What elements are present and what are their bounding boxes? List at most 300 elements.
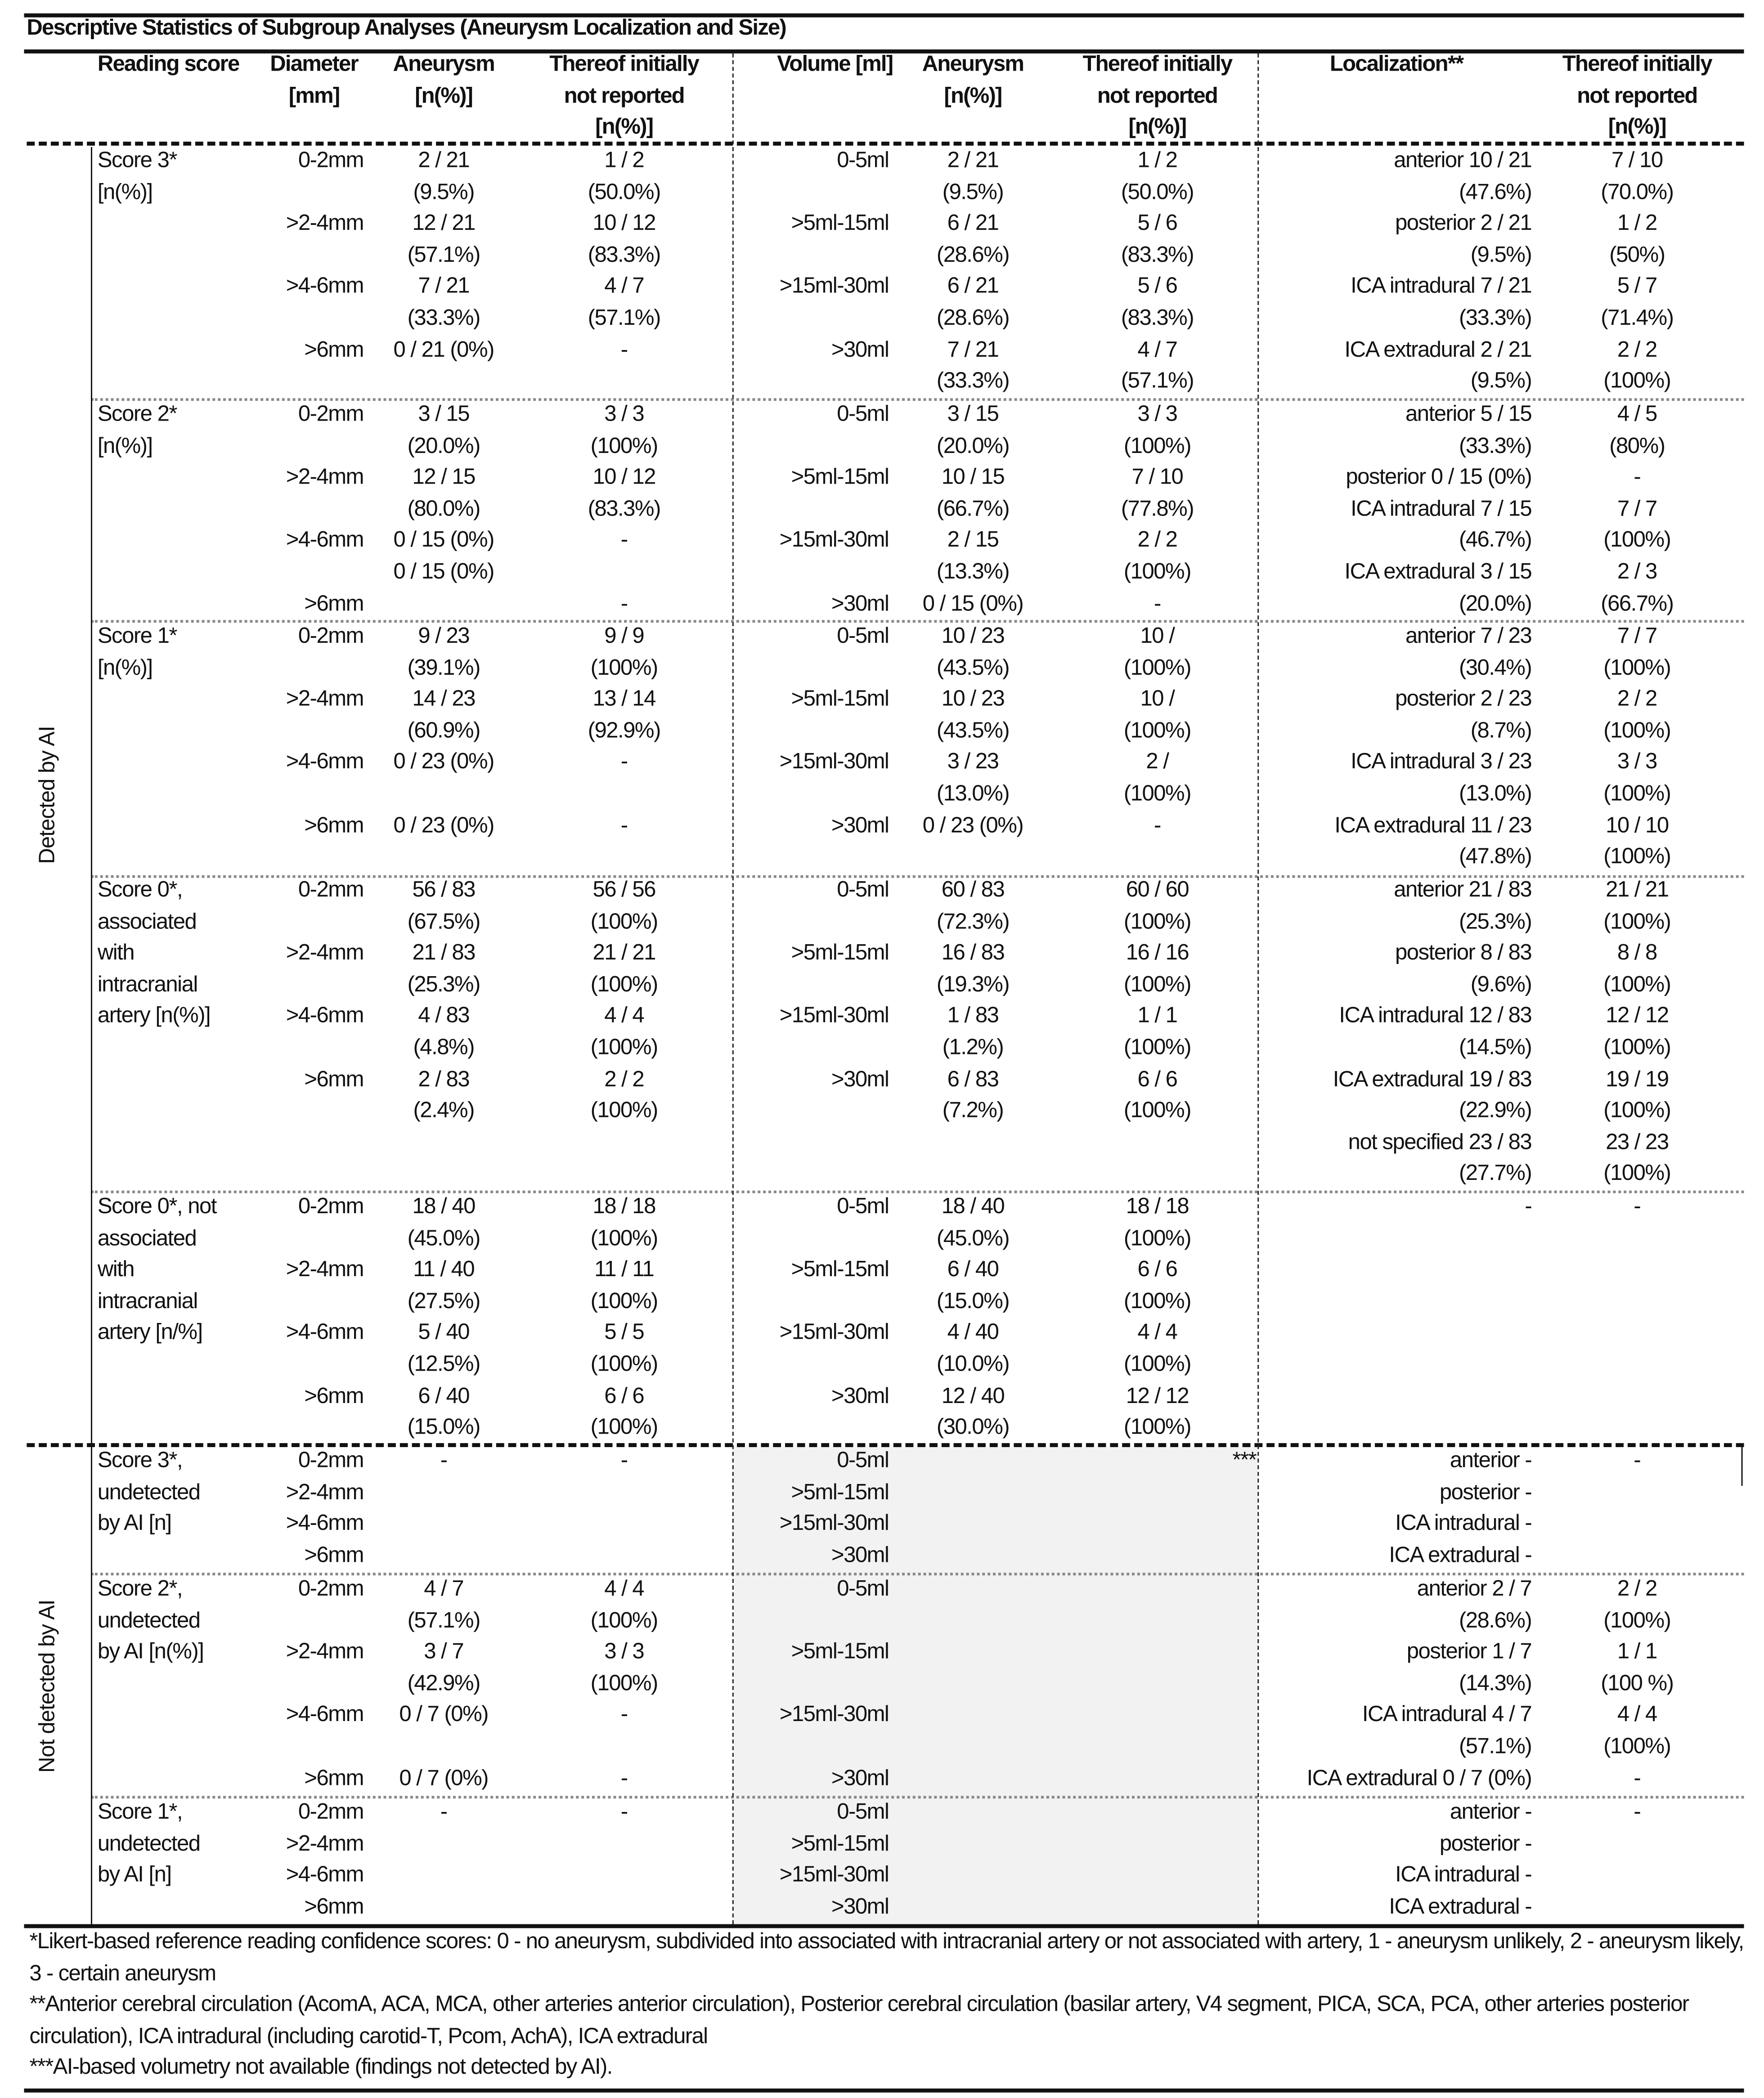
table-line (0, 970, 1764, 1001)
aneurysm-by-volume-cell: (20.0%) (936, 434, 1010, 458)
header-aneurysm-diameter: Aneurysm [n(%)] (393, 52, 494, 108)
aneurysm-by-diameter-cell: 5 / 40 (418, 1320, 470, 1345)
table-line (0, 1318, 1764, 1349)
localization-cell: ICA intradural 4 / 7 (1362, 1703, 1532, 1727)
localization-cell: ICA intradural - (1395, 1511, 1532, 1536)
not-reported-by-volume-cell: (100%) (1123, 718, 1191, 743)
table-line (0, 1446, 1764, 1477)
table-line (0, 779, 1764, 811)
table-line (0, 1064, 1764, 1096)
not-reported-by-localization-cell: 4 / 4 (1617, 1703, 1657, 1727)
diameter-cell: >6mm (304, 1766, 364, 1790)
localization-cell: anterior 21 / 83 (1394, 878, 1532, 902)
not-reported-by-localization-cell: 3 / 3 (1617, 750, 1657, 775)
not-reported-by-localization-cell: 8 / 8 (1617, 941, 1657, 965)
volume-cell: 0-5ml (837, 624, 889, 648)
diameter-cell: >4-6mm (286, 1703, 364, 1727)
not-reported-by-diameter-cell: (83.3%) (588, 497, 660, 521)
aneurysm-by-diameter-cell: 56 / 83 (412, 878, 475, 902)
table-line (0, 875, 1764, 907)
table-line (0, 177, 1764, 209)
volume-cell: >5ml-15ml (791, 1831, 889, 1856)
table-line (0, 1477, 1764, 1509)
table-line (0, 240, 1764, 272)
not-reported-by-diameter-cell: - (620, 1766, 628, 1790)
volumetry-note-marker: *** (1232, 1448, 1257, 1473)
localization-cell: not specified 23 / 83 (1348, 1130, 1532, 1154)
table-line (0, 526, 1764, 557)
not-reported-by-volume-cell: - (1154, 813, 1161, 838)
reading-score-cell: Score 3*, (97, 1448, 183, 1473)
not-reported-by-diameter-cell: - (620, 1703, 628, 1727)
not-reported-by-diameter-cell: (50.0%) (588, 179, 660, 204)
volume-cell: >30ml (831, 591, 889, 616)
not-reported-by-localization-cell: (71.4%) (1601, 306, 1674, 330)
not-reported-by-localization-cell: (100%) (1603, 1036, 1671, 1060)
aneurysm-by-diameter-cell: (39.1%) (407, 655, 480, 680)
table-line (0, 842, 1764, 874)
aneurysm-by-volume-cell: (19.3%) (936, 972, 1010, 997)
aneurysm-by-diameter-cell: 4 / 7 (424, 1577, 464, 1601)
table-line (0, 335, 1764, 366)
table-line (0, 366, 1764, 398)
table-line (0, 146, 1764, 177)
aneurysm-by-volume-cell: (30.0%) (936, 1415, 1010, 1439)
volume-cell: >30ml (831, 1894, 889, 1919)
aneurysm-by-volume-cell: (1.2%) (942, 1036, 1004, 1060)
not-reported-by-localization-cell: (100 %) (1601, 1671, 1674, 1695)
aneurysm-by-volume-cell: 10 / 15 (941, 465, 1005, 489)
table-line (0, 1001, 1764, 1033)
localization-cell: (14.5%) (1459, 1036, 1532, 1060)
not-reported-by-diameter-cell: (100%) (590, 655, 658, 680)
reading-score-cell: artery [n/%] (97, 1320, 202, 1345)
table-line (0, 907, 1764, 938)
localization-cell: (22.9%) (1459, 1098, 1532, 1123)
volume-cell: >15ml-30ml (779, 274, 889, 299)
not-reported-by-localization-cell: (100%) (1603, 655, 1671, 680)
aneurysm-by-diameter-cell: - (440, 1800, 447, 1824)
aneurysm-by-volume-cell: 6 / 21 (947, 274, 999, 299)
aneurysm-by-volume-cell: 6 / 21 (947, 211, 999, 236)
localization-cell: ICA extradural - (1389, 1543, 1532, 1567)
aneurysm-by-diameter-cell: 0 / 21 (0%) (393, 337, 494, 362)
table-line (0, 1412, 1764, 1444)
diameter-cell: 0-2mm (298, 402, 364, 426)
not-reported-by-volume-cell: 16 / 16 (1126, 941, 1189, 965)
localization-cell: (46.7%) (1459, 528, 1532, 552)
table-line (0, 1096, 1764, 1127)
table-line (0, 653, 1764, 684)
volume-cell: >15ml-30ml (779, 528, 889, 552)
not-reported-by-diameter-cell: 21 / 21 (592, 941, 655, 965)
diameter-cell: >4-6mm (286, 1004, 364, 1028)
aneurysm-by-diameter-cell: (80.0%) (407, 497, 480, 521)
not-reported-by-localization-cell: 12 / 12 (1606, 1004, 1669, 1028)
not-reported-by-volume-cell: (57.1%) (1121, 369, 1194, 393)
not-reported-by-volume-cell: 5 / 6 (1137, 211, 1177, 236)
not-reported-by-localization-cell: 1 / 2 (1617, 211, 1657, 236)
aneurysm-by-diameter-cell: - (440, 1448, 447, 1473)
not-reported-by-volume-cell: 6 / 6 (1137, 1257, 1177, 1282)
aneurysm-by-diameter-cell: (2.4%) (413, 1098, 474, 1123)
not-reported-by-diameter-cell: 56 / 56 (592, 878, 655, 902)
table-line (0, 1381, 1764, 1412)
not-reported-by-volume-cell: 3 / 3 (1137, 402, 1177, 426)
header-localization: Localization** (1329, 52, 1463, 76)
table-line (0, 1574, 1764, 1605)
volume-cell: >15ml-30ml (779, 1004, 889, 1028)
not-reported-by-diameter-cell: 3 / 3 (604, 1640, 644, 1664)
not-reported-by-diameter-cell: (100%) (590, 1671, 658, 1695)
aneurysm-by-diameter-cell: 6 / 40 (418, 1384, 470, 1408)
table-line (0, 1540, 1764, 1572)
table-line (0, 621, 1764, 653)
not-reported-by-localization-cell: - (1634, 1800, 1641, 1824)
not-reported-by-volume-cell: (100%) (1123, 781, 1191, 806)
diameter-cell: >4-6mm (286, 1511, 364, 1536)
aneurysm-by-diameter-cell: 0 / 23 (0%) (393, 750, 494, 775)
diameter-cell: >6mm (304, 1894, 364, 1919)
aneurysm-by-volume-cell: (28.6%) (936, 306, 1010, 330)
table-line (0, 1349, 1764, 1381)
volume-cell: >15ml-30ml (779, 1703, 889, 1727)
not-reported-by-diameter-cell: (100%) (590, 1608, 658, 1632)
footer-bottom-rule (24, 2089, 1744, 2093)
volume-cell: 0-5ml (837, 1194, 889, 1219)
localization-cell: ICA extradural 19 / 83 (1333, 1067, 1532, 1091)
localization-cell: posterior 2 / 21 (1395, 211, 1532, 236)
aneurysm-by-volume-cell: (13.0%) (936, 781, 1010, 806)
not-reported-by-volume-cell: 60 / 60 (1126, 878, 1189, 902)
localization-cell: posterior 8 / 83 (1395, 941, 1532, 965)
diameter-cell: 0-2mm (298, 1448, 364, 1473)
aneurysm-by-volume-cell: 2 / 15 (947, 528, 999, 552)
volume-cell: 0-5ml (837, 1577, 889, 1601)
localization-cell: (33.3%) (1459, 434, 1532, 458)
volume-cell: 0-5ml (837, 148, 889, 173)
not-reported-by-volume-cell: 4 / 7 (1137, 337, 1177, 362)
not-reported-by-volume-cell: (100%) (1123, 1036, 1191, 1060)
aneurysm-by-diameter-cell: (57.1%) (407, 1608, 480, 1632)
diameter-cell: >2-4mm (286, 465, 364, 489)
not-reported-by-localization-cell: (100%) (1603, 1608, 1671, 1632)
aneurysm-by-diameter-cell: 21 / 83 (412, 941, 475, 965)
header-thereof-volume: Thereof initially not reported [n(%)] (1082, 52, 1232, 139)
localization-cell: (13.0%) (1459, 781, 1532, 806)
not-reported-by-volume-cell: 10 / (1140, 624, 1175, 648)
localization-cell: anterior 2 / 7 (1417, 1577, 1532, 1601)
reading-score-cell: by AI [n] (97, 1863, 171, 1887)
aneurysm-by-volume-cell: 18 / 40 (941, 1194, 1005, 1219)
volume-cell: 0-5ml (837, 1800, 889, 1824)
localization-cell: anterior 7 / 23 (1405, 624, 1532, 648)
not-reported-by-volume-cell: (100%) (1123, 1289, 1191, 1313)
table-line (0, 1033, 1764, 1064)
aneurysm-by-diameter-cell: (20.0%) (407, 434, 480, 458)
not-reported-by-diameter-cell: 10 / 12 (592, 211, 655, 236)
group-label-not-detected: Not detected by AI (35, 1599, 60, 1772)
volume-cell: >15ml-30ml (779, 1863, 889, 1887)
aneurysm-by-volume-cell: (33.3%) (936, 369, 1010, 393)
aneurysm-by-volume-cell: 6 / 40 (947, 1257, 999, 1282)
not-reported-by-localization-cell: (100%) (1603, 844, 1671, 869)
not-reported-by-diameter-cell: 18 / 18 (592, 1194, 655, 1219)
not-reported-by-diameter-cell: (83.3%) (588, 242, 660, 267)
aneurysm-by-diameter-cell: 14 / 23 (412, 687, 475, 711)
volume-cell: >30ml (831, 1766, 889, 1790)
not-reported-by-diameter-cell: (100%) (590, 1098, 658, 1123)
not-reported-by-localization-cell: (100%) (1603, 1098, 1671, 1123)
aneurysm-by-volume-cell: 12 / 40 (941, 1384, 1005, 1408)
localization-cell: ICA intradural 3 / 23 (1351, 750, 1532, 775)
not-reported-by-localization-cell: 2 / 2 (1617, 1577, 1657, 1601)
diameter-cell: >6mm (304, 813, 364, 838)
aneurysm-by-diameter-cell: 2 / 83 (418, 1067, 470, 1091)
reading-score-cell: undetected (97, 1480, 200, 1504)
table-line (0, 399, 1764, 431)
not-reported-by-localization-cell: - (1634, 465, 1641, 489)
aneurysm-by-diameter-cell: 0 / 15 (0%) (393, 528, 494, 552)
not-reported-by-localization-cell: 4 / 5 (1617, 402, 1657, 426)
aneurysm-by-diameter-cell: 0 / 7 (0%) (399, 1766, 489, 1790)
reading-score-cell: Score 3* (97, 148, 177, 173)
not-reported-by-volume-cell: 7 / 10 (1131, 465, 1183, 489)
aneurysm-by-volume-cell: 7 / 21 (947, 337, 999, 362)
not-reported-by-volume-cell: (100%) (1123, 1352, 1191, 1376)
not-reported-by-localization-cell: - (1634, 1448, 1641, 1473)
not-reported-by-localization-cell: (100%) (1603, 1161, 1671, 1186)
not-reported-by-diameter-cell: 4 / 4 (604, 1004, 644, 1028)
not-reported-by-diameter-cell: 11 / 11 (594, 1257, 654, 1282)
not-reported-by-diameter-cell: - (620, 591, 628, 616)
aneurysm-by-diameter-cell: (9.5%) (413, 179, 474, 204)
volume-cell: >15ml-30ml (779, 1320, 889, 1345)
not-reported-by-volume-cell: (100%) (1123, 972, 1191, 997)
table-line (0, 1605, 1764, 1637)
diameter-cell: 0-2mm (298, 1577, 364, 1601)
table-line (0, 1669, 1764, 1700)
volume-cell: >5ml-15ml (791, 1480, 889, 1504)
aneurysm-by-volume-cell: 16 / 83 (941, 941, 1005, 965)
aneurysm-by-diameter-cell: (57.1%) (407, 242, 480, 267)
localization-cell: ICA intradural 12 / 83 (1339, 1004, 1532, 1028)
not-reported-by-localization-cell: 2 / 2 (1617, 687, 1657, 711)
aneurysm-by-volume-cell: 0 / 15 (0%) (922, 591, 1023, 616)
table-line (0, 1860, 1764, 1892)
aneurysm-by-volume-cell: 3 / 15 (947, 402, 999, 426)
aneurysm-by-diameter-cell: (67.5%) (407, 909, 480, 934)
table-title: Descriptive Statistics of Subgroup Analyses (Aneurysm Localization and Size) (27, 16, 786, 40)
footnote-circulation: **Anterior cerebral circulation (AcomA, ACA, MCA, other arteries anterior circulation), Posterior cerebral circulation (basilar artery, V4 segment, PICA, SCA, PCA, other arteries posterior circulation), ICA intradural (including carotid-T, Pcom, AchA), ICA extradural (29, 1992, 1689, 2049)
reading-score-cell: by AI [n(%)] (97, 1640, 204, 1664)
reading-score-cell: Score 2*, (97, 1577, 183, 1601)
localization-cell: (9.6%) (1470, 972, 1532, 997)
reading-score-cell: intracranial (97, 972, 197, 997)
not-reported-by-diameter-cell: (100%) (590, 1352, 658, 1376)
aneurysm-by-diameter-cell: 4 / 83 (418, 1004, 470, 1028)
volume-cell: 0-5ml (837, 1448, 889, 1473)
not-reported-by-diameter-cell: - (620, 750, 628, 775)
not-reported-by-diameter-cell: 3 / 3 (604, 402, 644, 426)
footnote-volumetry: ***AI-based volumetry not available (findings not detected by AI). (29, 2055, 612, 2080)
diameter-cell: >2-4mm (286, 1831, 364, 1856)
header-thereof-diameter: Thereof initially not reported [n(%)] (549, 52, 699, 139)
aneurysm-by-diameter-cell: 18 / 40 (412, 1194, 475, 1219)
diameter-cell: 0-2mm (298, 148, 364, 173)
footnote-likert: *Likert-based reference reading confidence scores: 0 - no aneurysm, subdivided into associated with intracranial artery or not associated with artery, 1 - aneurysm unlikely, 2 - aneurysm likely, 3 - certain aneurysm (29, 1929, 1744, 1985)
not-reported-by-diameter-cell: 13 / 14 (592, 687, 655, 711)
table-line (0, 748, 1764, 779)
reading-score-cell: by AI [n] (97, 1511, 171, 1536)
not-reported-by-diameter-cell: 4 / 4 (604, 1577, 644, 1601)
table-line (0, 431, 1764, 462)
table-line (0, 1192, 1764, 1224)
section-score2-detected (0, 399, 1764, 620)
header-diameter: Diameter [mm] (270, 52, 358, 108)
not-reported-by-volume-cell: (100%) (1123, 655, 1191, 680)
not-reported-by-diameter-cell: (100%) (590, 1289, 658, 1313)
localization-cell: (57.1%) (1459, 1734, 1532, 1759)
not-reported-by-localization-cell: 2 / 3 (1617, 560, 1657, 584)
diameter-cell: >2-4mm (286, 1480, 364, 1504)
table-line (0, 1287, 1764, 1318)
footnotes (29, 1927, 1746, 2084)
not-reported-by-volume-cell: - (1154, 591, 1161, 616)
not-reported-by-volume-cell: 2 / (1146, 750, 1169, 775)
not-reported-by-localization-cell: 19 / 19 (1606, 1067, 1669, 1091)
localization-cell: (20.0%) (1459, 591, 1532, 616)
not-reported-by-localization-cell: (100%) (1603, 909, 1671, 934)
volume-cell: >30ml (831, 1384, 889, 1408)
table-line (0, 209, 1764, 240)
aneurysm-by-diameter-cell: 11 / 40 (413, 1257, 475, 1282)
not-reported-by-diameter-cell: 2 / 2 (604, 1067, 644, 1091)
not-reported-by-diameter-cell: (92.9%) (588, 718, 660, 743)
table-line (0, 684, 1764, 716)
table-line (0, 1797, 1764, 1829)
aneurysm-by-volume-cell: (72.3%) (936, 909, 1010, 934)
volume-cell: >15ml-30ml (779, 750, 889, 775)
aneurysm-by-diameter-cell: 9 / 23 (418, 624, 470, 648)
aneurysm-by-diameter-cell: (12.5%) (407, 1352, 480, 1376)
localization-cell: (47.8%) (1459, 844, 1532, 869)
diameter-cell: >6mm (304, 591, 364, 616)
diameter-cell: >6mm (304, 1384, 364, 1408)
localization-cell: (33.3%) (1459, 306, 1532, 330)
not-reported-by-localization-cell: 5 / 7 (1617, 274, 1657, 299)
aneurysm-by-volume-cell: 60 / 83 (941, 878, 1005, 902)
not-reported-by-localization-cell: 23 / 23 (1606, 1130, 1669, 1154)
not-reported-by-volume-cell: (83.3%) (1121, 306, 1194, 330)
reading-score-cell: with (97, 1257, 135, 1282)
not-reported-by-volume-cell: (100%) (1123, 909, 1191, 934)
volume-cell: 0-5ml (837, 878, 889, 902)
reading-score-cell: associated (97, 1226, 197, 1251)
aneurysm-by-diameter-cell: 2 / 21 (418, 148, 470, 173)
reading-score-cell: associated (97, 909, 197, 934)
aneurysm-by-volume-cell: (43.5%) (936, 718, 1010, 743)
not-reported-by-volume-cell: (50.0%) (1121, 179, 1194, 204)
reading-score-cell: [n(%)] (97, 434, 153, 458)
aneurysm-by-volume-cell: 2 / 21 (947, 148, 999, 173)
volume-cell: >30ml (831, 813, 889, 838)
aneurysm-by-diameter-cell: (27.5%) (407, 1289, 480, 1313)
not-reported-by-diameter-cell: 9 / 9 (604, 624, 644, 648)
aneurysm-by-diameter-cell: (33.3%) (407, 306, 480, 330)
section-score1-undetected (0, 1797, 1764, 1923)
table-line (0, 716, 1764, 748)
localization-cell: posterior 2 / 23 (1395, 687, 1532, 711)
not-reported-by-localization-cell: (100%) (1603, 972, 1671, 997)
not-reported-by-diameter-cell: (100%) (590, 1415, 658, 1439)
not-reported-by-volume-cell: (100%) (1123, 560, 1191, 584)
not-reported-by-diameter-cell: 5 / 5 (604, 1320, 644, 1345)
not-reported-by-diameter-cell: (100%) (590, 909, 658, 934)
aneurysm-by-volume-cell: (10.0%) (936, 1352, 1010, 1376)
diameter-cell: >6mm (304, 337, 364, 362)
not-reported-by-localization-cell: (66.7%) (1601, 591, 1674, 616)
aneurysm-by-volume-cell: 4 / 40 (947, 1320, 999, 1345)
reading-score-cell: Score 2* (97, 402, 177, 426)
aneurysm-by-diameter-cell: (42.9%) (407, 1671, 480, 1695)
aneurysm-by-volume-cell: 10 / 23 (941, 624, 1005, 648)
aneurysm-by-volume-cell: 10 / 23 (941, 687, 1005, 711)
volume-cell: 0-5ml (837, 402, 889, 426)
diameter-cell: >6mm (304, 1543, 364, 1567)
not-reported-by-volume-cell: (100%) (1123, 434, 1191, 458)
table-line (0, 1127, 1764, 1159)
table-line (0, 272, 1764, 303)
volume-cell: >30ml (831, 1543, 889, 1567)
table-line (0, 811, 1764, 842)
localization-cell: ICA extradural 11 / 23 (1334, 813, 1532, 838)
diameter-cell: 0-2mm (298, 1194, 364, 1219)
not-reported-by-localization-cell: (70.0%) (1601, 179, 1674, 204)
volume-cell: >5ml-15ml (791, 211, 889, 236)
volume-cell: >5ml-15ml (791, 687, 889, 711)
diameter-cell: 0-2mm (298, 878, 364, 902)
table-line (0, 557, 1764, 589)
table-line (0, 938, 1764, 970)
localization-cell: ICA extradural 2 / 21 (1344, 337, 1532, 362)
localization-cell: ICA intradural 7 / 15 (1351, 497, 1532, 521)
not-reported-by-volume-cell: 18 / 18 (1126, 1194, 1189, 1219)
section-score3-detected (0, 146, 1764, 398)
not-reported-by-diameter-cell: (100%) (590, 1036, 658, 1060)
reading-score-cell: Score 0*, (97, 878, 183, 902)
reading-score-cell: artery [n(%)] (97, 1004, 211, 1028)
localization-cell: posterior 1 / 7 (1406, 1640, 1532, 1664)
not-reported-by-volume-cell: 2 / 2 (1137, 528, 1177, 552)
not-reported-by-localization-cell: (100%) (1603, 1734, 1671, 1759)
not-reported-by-localization-cell: 1 / 1 (1617, 1640, 1657, 1664)
diameter-cell: >2-4mm (286, 1640, 364, 1664)
aneurysm-by-volume-cell: 3 / 23 (947, 750, 999, 775)
header-aneurysm-volume: Aneurysm [n(%)] (922, 52, 1024, 108)
volume-cell: >5ml-15ml (791, 1257, 889, 1282)
localization-cell: (14.3%) (1459, 1671, 1532, 1695)
diameter-cell: >4-6mm (286, 750, 364, 775)
reading-score-cell: intracranial (97, 1289, 197, 1313)
not-reported-by-localization-cell: (100%) (1603, 781, 1671, 806)
not-reported-by-volume-cell: (100%) (1123, 1415, 1191, 1439)
aneurysm-by-diameter-cell: 0 / 23 (0%) (393, 813, 494, 838)
table-line (0, 589, 1764, 620)
table-line (0, 1637, 1764, 1668)
localization-cell: (27.7%) (1459, 1161, 1532, 1186)
table-line (0, 462, 1764, 494)
